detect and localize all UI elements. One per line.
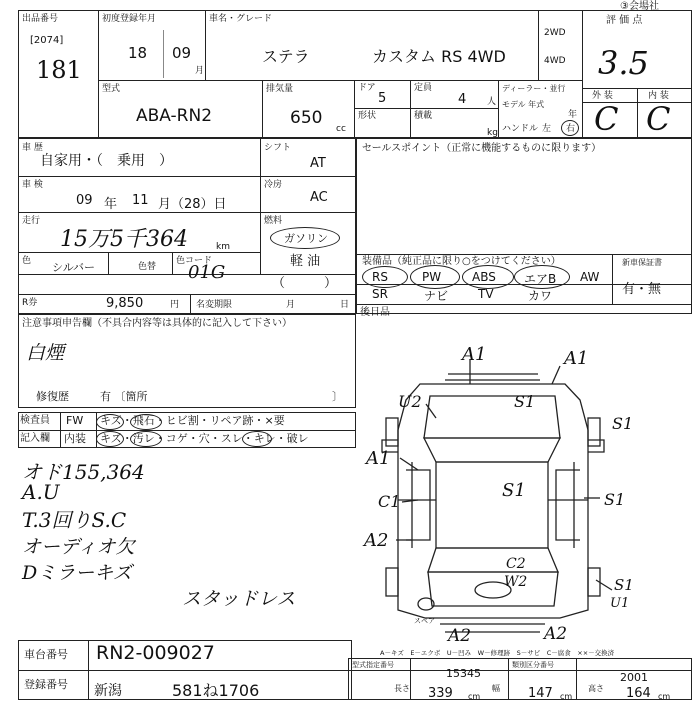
model: ABA-RN2 [136,106,213,126]
displacement: 650 [290,108,323,128]
car-name-label: 車名・グレード [209,14,273,24]
equip-navi: ナビ [424,289,449,303]
mark-s1-2: S1 [612,414,634,433]
lot-number: 181 [36,56,82,84]
color: シルバー [52,261,95,274]
model-year-label: モデル 年式 [502,100,545,109]
equip-sr: SR [372,287,388,301]
first-reg-year: 18 [128,44,148,62]
handnote-audio: オーディオ欠 [22,536,135,558]
type-cert-label: 型式指定番号 [352,661,394,669]
mark-u2: U2 [398,392,422,411]
chassis-label: 車台番号 [24,648,68,661]
height-label: 高さ [588,684,604,693]
mark-s1-5: S1 [614,576,634,594]
mark-c1: C1 [378,492,401,511]
score: 3.5 [598,44,649,82]
handle-right: 右 [566,124,576,134]
inspection-day: 月（28）日 [158,197,227,212]
grade: カスタム RS 4WD [372,47,506,66]
capacity-unit: 人 [487,97,497,107]
chassis: RN2-009027 [96,642,215,664]
aircon-label: 冷房 [264,180,283,190]
int-items: キズ・汚レ・コゲ・穴・スレ・キレ・破レ [100,432,309,445]
inspector-label-1: 検査員 [20,415,50,426]
doors-label: ドア [358,83,376,93]
mark-s1-1: S1 [514,392,536,411]
capacity: 4 [458,92,467,107]
reg-label: 登録番号 [24,678,68,691]
inspection-year: 09 [76,193,93,208]
color-no-label: 色替 [138,262,157,272]
equip-aw: AW [580,270,600,284]
sales-point-label: セールスポイント（正常に機能するものに限ります） [362,143,602,154]
inspection-nen: 年 [104,197,118,212]
kg-unit: kg [487,128,498,138]
handnote-tyres: T.3回りS.C [22,508,127,532]
recycle-label: R券 [22,298,38,308]
first-reg-month: 09 [172,44,192,62]
reg-region: 新潟 [94,683,122,699]
inspection-label: 車 検 [22,180,43,190]
fw-items: キズ・飛石・ヒビ割・リペア跡・×要 [100,414,285,427]
mileage-label: 走行 [22,216,41,226]
mark-a1-1: A1 [462,344,487,365]
height: 164 [626,686,651,701]
exterior-label: 外 装 [592,91,613,101]
auction-site: ③会場社 [620,1,659,12]
equipment-label: 装備品（純正品に限り○をつけてください） [362,256,561,267]
color-code-label: 色コード [176,256,213,266]
name-change-label: 名変期限 [196,300,233,310]
handle-label: ハンドル [502,124,539,134]
interior-grade: C [646,100,671,138]
aircon: AC [310,190,328,205]
color-code: 01G [188,262,226,283]
inspector-label-2: 記入欄 [20,433,50,444]
km-unit: km [216,242,230,252]
height-unit: cm [658,692,671,701]
mark-s1-3: S1 [502,480,526,501]
displacement-label: 排気量 [266,84,294,94]
shape-label: 形状 [358,111,377,121]
notes-text: 白煙 [26,342,65,364]
mark-a2-2: A2 [448,626,472,646]
handnote-mirror: Dミラーキズ [22,562,132,584]
fuel-light-oil: 軽 油 [290,254,321,269]
class-value: 2001 [620,671,648,684]
width-unit: cm [560,692,573,701]
car-type-label: 車 歴 [22,143,43,153]
fuel-label: 燃料 [264,216,283,226]
interior-label: 内 装 [648,91,669,101]
width-label: 幅 [492,684,500,693]
doors: 5 [378,91,387,106]
capacity-label: 定員 [414,83,433,93]
reg-number: 581ね1706 [172,681,260,700]
handle-left: 左 [542,124,552,134]
mark-a1-2: A1 [564,348,589,369]
dealer-label: ディーラー・並行 [502,84,566,93]
warranty: 有・無 [622,282,662,297]
rear-label: 後日品 [360,307,390,318]
repair-value: 有 〔箇所 [100,390,148,403]
fw-label: FW [66,414,84,427]
first-reg-label: 初度登録年月 [102,14,157,24]
month-unit: 月 [195,66,205,76]
warranty-label: 新車保証書 [622,258,662,267]
lot-sub: [2074] [30,35,64,46]
mark-a2-1: A2 [364,530,389,551]
equip-tv: TV [478,287,494,301]
mileage: 15万5千364 [60,227,188,252]
equip-abs: ABS [472,270,496,284]
name-change-month: 月 [286,300,296,310]
mark-s1-4: S1 [604,490,626,509]
cc-unit: cc [336,124,346,134]
name-change-day: 日 [340,300,350,310]
yen-unit: 円 [170,300,180,310]
mark-u1: U1 [610,596,630,611]
handnote-studless: スタッドレス [182,588,296,610]
length-unit: cm [468,692,481,701]
exterior-grade: C [594,100,619,138]
damage-legend: A－キズ E－エクボ U－凹み W－修理跡 S－サビ C－腐食 ××－交換済 [380,649,615,657]
drive-4wd: 4WD [544,56,566,66]
recycle-amount: 9,850 [106,296,144,311]
equip-airbag: エアB [524,272,557,286]
mark-a2-3: A2 [544,624,568,644]
int-label: 内装 [64,432,86,445]
mark-a1-3: A1 [366,448,391,469]
car-name: ステラ [262,47,310,66]
length: 339 [428,686,453,701]
mark-w2: W2 [504,574,528,590]
fuel-other: （ ） [272,276,338,291]
equip-rs: RS [372,270,388,284]
mark-c2: C2 [506,556,526,572]
inspection-month: 11 [132,193,149,208]
class-label: 類別区分番号 [512,661,554,669]
repair-label: 修復歴 [36,390,69,403]
lot-label: 出品番号 [22,14,59,24]
repair-close: 〕 [332,390,343,403]
handnote-au: A.U [22,480,60,504]
shift: AT [310,156,326,171]
fuel-petrol: ガソリン [284,232,328,245]
equip-pw: PW [422,270,442,284]
model-label: 型式 [102,84,121,94]
spare-label: スペア [414,617,435,625]
car-type: 自家用・（ 乗用 ） [40,153,173,169]
drive-2wd: 2WD [544,28,566,38]
shift-label: シフト [264,143,292,153]
score-label: 評 価 点 [606,15,643,26]
handnote-odometer: オド155,364 [22,460,145,484]
type-cert: 15345 [446,667,481,680]
year-unit: 年 [568,110,578,120]
equip-leather: カワ [528,289,553,303]
load-label: 積載 [414,111,433,121]
width: 147 [528,686,553,701]
length-label: 長さ [394,684,410,693]
color-label: 色 [22,256,32,266]
notes-label: 注意事項申告欄（不具合内容等は具体的に記入して下さい） [22,318,292,329]
